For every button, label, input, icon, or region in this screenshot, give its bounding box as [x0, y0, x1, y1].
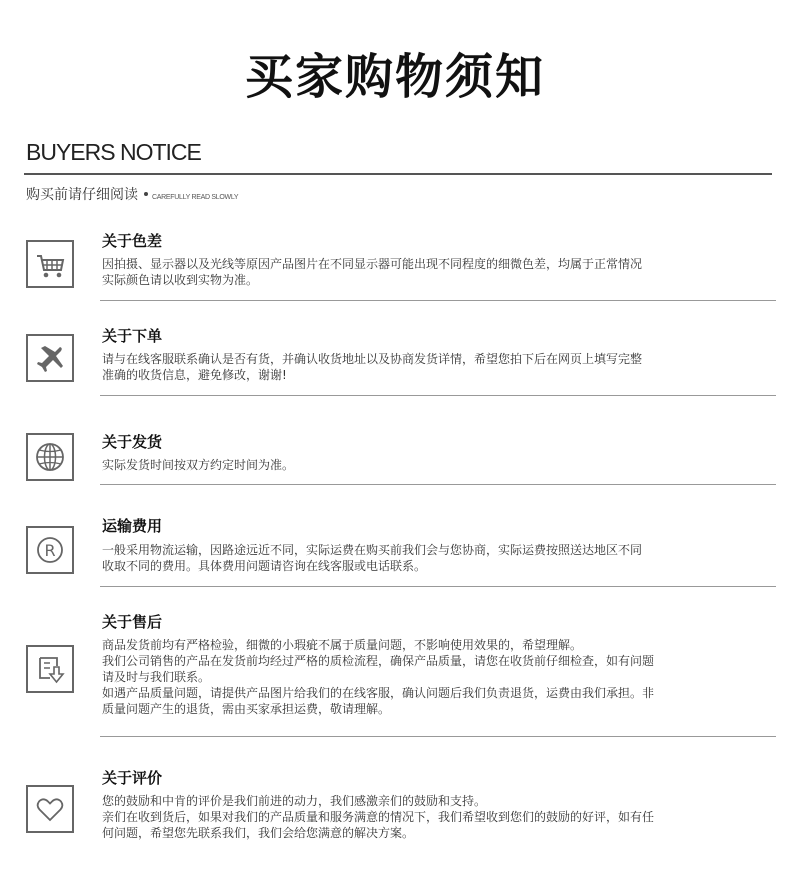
body-line: 请及时与我们联系。 [102, 670, 211, 684]
section-divider [100, 484, 776, 485]
section-title: 关于色差 [102, 232, 163, 250]
body-line: 我们公司销售的产品在发货前均经过严格的质检流程，确保产品质量，请您在收货前仔细检查，如有问题 [102, 654, 655, 668]
section-title: 关于发货 [102, 433, 163, 451]
heart-icon [26, 785, 74, 833]
globe-icon [26, 433, 74, 481]
body-line: 请与在线客服联系确认是否有货，并确认收货地址以及协商发货详情，希望您拍下后在网页上填写完整 [102, 352, 643, 366]
section-divider [100, 736, 776, 737]
body-line: 收取不同的费用。具体费用问题请咨询在线客服或电话联系。 [102, 559, 427, 573]
section-body [102, 457, 742, 473]
airplane-icon [26, 334, 74, 382]
body-line: 一般采用物流运输，因路途远近不同，实际运费在购买前我们会与您协商，实际运费按照送达地区不同 [102, 543, 643, 557]
reading-note-en: CAREFULLY READ SLOWLY [152, 194, 239, 201]
english-heading: BUYERS NOTICE [26, 139, 201, 165]
body-line: 质量问题产生的退货，需由买家承担运费，敬请理解。 [102, 702, 391, 716]
section-body [102, 542, 742, 574]
bullet-dot [144, 192, 148, 196]
section-body [102, 637, 742, 717]
heading-divider [24, 173, 772, 175]
body-line: 亲们在收到货后，如果对我们的产品质量和服务满意的情况下，我们希望收到您们的鼓励的好评，如有任 [102, 810, 655, 824]
section-body [102, 351, 742, 383]
body-line: 实际发货时间按双方约定时间为准。 [102, 458, 295, 472]
registered-icon [26, 526, 74, 574]
section-body [102, 793, 742, 841]
shopping-cart-icon [26, 240, 74, 288]
section-title: 关于评价 [102, 769, 163, 787]
return-box-icon [26, 645, 74, 693]
page-title: 买家购物须知 [244, 49, 545, 105]
body-line: 准确的收货信息，避免修改，谢谢! [102, 368, 287, 382]
section-divider [100, 300, 776, 301]
svg-text:R: R [44, 541, 56, 560]
body-line: 您的鼓励和中肯的评价是我们前进的动力，我们感激亲们的鼓励和支持。 [102, 794, 487, 808]
body-line: 商品发货前均有严格检验，细微的小瑕疵不属于质量问题，不影响使用效果的，希望理解。 [102, 638, 583, 652]
section-title: 运输费用 [102, 517, 163, 535]
section-divider [100, 586, 776, 587]
section-title: 关于下单 [102, 327, 163, 345]
body-line: 实际颜色请以收到实物为准。 [102, 273, 259, 287]
section-divider [100, 395, 776, 396]
section-title: 关于售后 [102, 613, 163, 631]
body-line: 如遇产品质量问题，请提供产品图片给我们的在线客服，确认问题后我们负责退货，运费由我们承担。非 [102, 686, 655, 700]
section-body [102, 256, 742, 288]
body-line: 何问题，希望您先联系我们，我们会给您满意的解决方案。 [102, 826, 415, 840]
body-line: 因拍摄、显示器以及光线等原因产品图片在不同显示器可能出现不同程度的细微色差，均属于正常情况 [102, 257, 643, 271]
reading-note-cn: 购买前请仔细阅读 [26, 187, 138, 203]
reading-note [26, 184, 238, 204]
